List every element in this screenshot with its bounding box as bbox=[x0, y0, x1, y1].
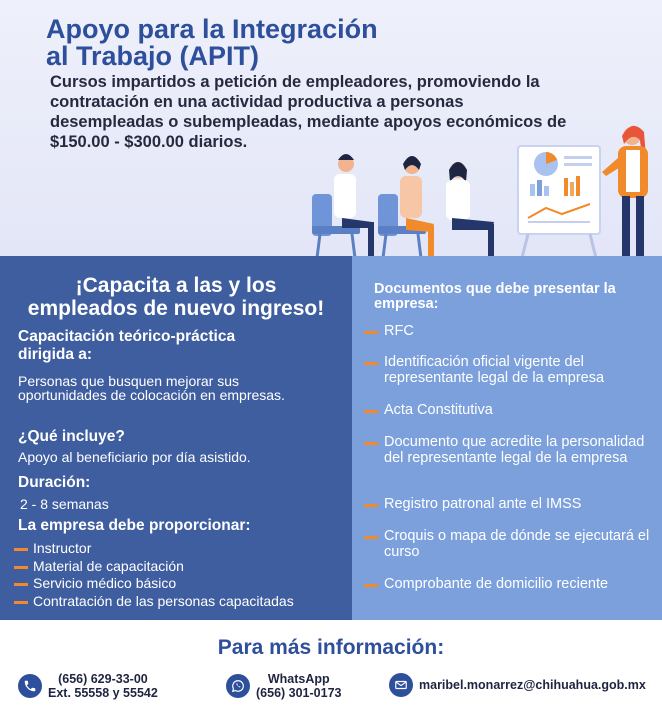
dash-bullet bbox=[364, 504, 378, 507]
document-item: Registro patronal ante el IMSS bbox=[364, 497, 660, 513]
document-item: Acta Constitutiva bbox=[364, 403, 660, 419]
right-panel bbox=[352, 256, 662, 620]
dash-bullet bbox=[14, 583, 28, 586]
footer-section bbox=[0, 620, 662, 720]
whatsapp-icon bbox=[226, 674, 250, 698]
mail-icon bbox=[389, 673, 413, 697]
title-line-2: al Trabajo (APIT) bbox=[46, 41, 260, 71]
phone-number: (656) 629-33-00 bbox=[58, 672, 148, 686]
document-item: RFC bbox=[364, 324, 660, 340]
dash-bullet bbox=[364, 584, 378, 587]
dash-bullet bbox=[364, 536, 378, 539]
document-item: Comprobante de domicilio reciente bbox=[364, 577, 660, 593]
list-item: Material de capacitación bbox=[14, 558, 294, 576]
capacita-headline bbox=[0, 274, 352, 320]
dash-bullet bbox=[364, 410, 378, 413]
list-item: Contratación de las personas capacitadas bbox=[14, 593, 294, 611]
whatsapp-contact[interactable] bbox=[226, 672, 341, 700]
document-item: Croquis o mapa de dónde se ejecutará el curso bbox=[364, 529, 660, 560]
whatsapp-number: (656) 301-0173 bbox=[256, 686, 342, 700]
left-panel bbox=[0, 256, 352, 620]
more-info-heading: Para más información: bbox=[217, 636, 445, 659]
whatsapp-label: WhatsApp bbox=[267, 672, 330, 686]
provide-list bbox=[14, 540, 294, 610]
email-address: maribel.monarrez@chihuahua.gob.mx bbox=[419, 678, 646, 692]
page-title bbox=[46, 16, 426, 70]
headline-line-1: ¡Capacita a las y los bbox=[75, 274, 277, 297]
provide-heading: La empresa debe proporcionar: bbox=[18, 517, 251, 534]
dash-bullet bbox=[14, 566, 28, 569]
list-item: Servicio médico básico bbox=[14, 575, 294, 593]
dash-bullet bbox=[14, 548, 28, 551]
phone-icon bbox=[18, 674, 42, 698]
headline-line-2: empleados de nuevo ingreso! bbox=[27, 297, 325, 320]
document-item: Documento que acredite la personalidad del representante legal de la empresa bbox=[364, 435, 660, 466]
email-contact[interactable] bbox=[389, 673, 646, 697]
header-section bbox=[0, 0, 662, 256]
training-heading: Capacitación teórico-práctica dirigida a: bbox=[18, 328, 236, 363]
list-item: Instructor bbox=[14, 540, 294, 558]
dash-bullet bbox=[364, 362, 378, 365]
duration-text: 2 - 8 semanas bbox=[20, 496, 109, 512]
title-line-1: Apoyo para la Integración bbox=[46, 14, 378, 44]
phone-extension: Ext. 55558 y 55542 bbox=[48, 686, 158, 700]
dash-bullet bbox=[14, 601, 28, 604]
duration-heading: Duración: bbox=[18, 474, 91, 491]
includes-heading: ¿Qué incluye? bbox=[18, 428, 125, 445]
dash-bullet bbox=[364, 442, 378, 445]
phone-contact[interactable] bbox=[18, 672, 158, 700]
meeting-illustration bbox=[306, 118, 662, 268]
includes-text: Apoyo al beneficiario por día asistido. bbox=[18, 449, 251, 465]
intro-text: Cursos impartidos a petición de empleadores, promoviendo la contratación en una actividad productiva a personas desempleadas o subempleadas, mediante apoyos económicos de $150.00 - $300.00 diarios. bbox=[50, 73, 567, 151]
document-item: Identificación oficial vigente del representante legal de la empresa bbox=[364, 355, 660, 386]
documents-heading: Documentos que debe presentar la empresa: bbox=[374, 281, 616, 312]
training-text: Personas que busquen mejorar sus oportunidades de colocación en empresas. bbox=[18, 373, 285, 403]
dash-bullet bbox=[364, 331, 378, 334]
